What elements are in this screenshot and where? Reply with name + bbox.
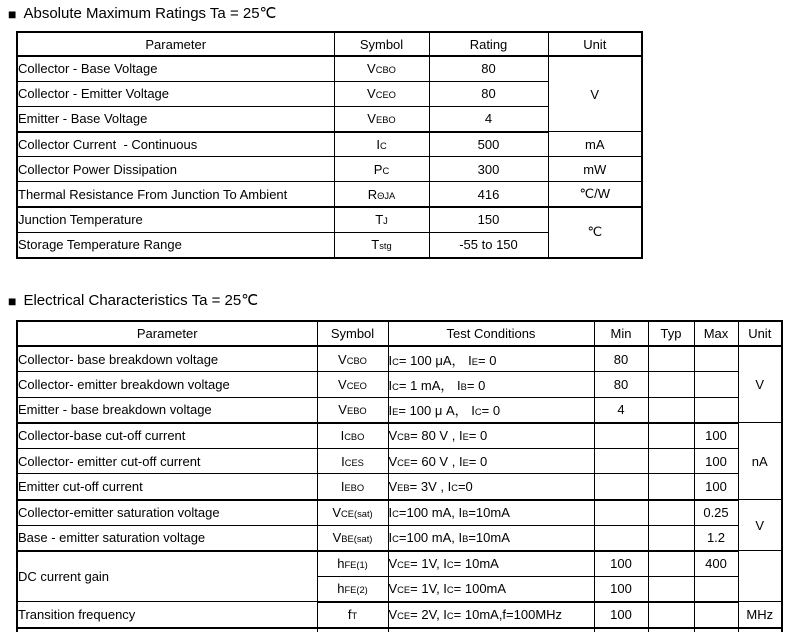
table-row (17, 132, 642, 157)
parameter-cell: Collector - Base Voltage (17, 56, 334, 81)
test-conditions-cell: IE= 100 μ A， IC= 0 (388, 397, 594, 423)
section-title-text: Electrical Characteristics Ta = 25℃ (23, 292, 259, 309)
table-row (17, 346, 782, 372)
max-cell (694, 346, 738, 372)
typ-cell (648, 474, 694, 500)
min-cell (594, 474, 648, 500)
unit-cell: V (548, 56, 642, 132)
symbol-cell: VEBO (334, 106, 429, 131)
test-conditions-cell: IC= 100 μA， IE= 0 (388, 346, 594, 372)
test-conditions-cell: IC=100 mA, IB=10mA (388, 525, 594, 551)
max-cell: 1.2 (694, 525, 738, 551)
rating-cell: 4 (429, 106, 548, 131)
symbol-cell: fT (317, 602, 388, 628)
typ-cell (648, 551, 694, 577)
table-row (17, 207, 642, 232)
rating-cell: -55 to 150 (429, 232, 548, 257)
absolute-maximum-ratings-table (16, 31, 643, 259)
max-cell: 100 (694, 448, 738, 474)
symbol-cell: hFE(2) (317, 576, 388, 602)
table-row (17, 157, 642, 182)
column-header-parameter: Parameter (17, 321, 317, 346)
column-header-unit: Unit (738, 321, 782, 346)
column-header-test-conditions: Test Conditions (388, 321, 594, 346)
typ-cell (648, 576, 694, 602)
min-cell (594, 448, 648, 474)
square-bullet-icon: ■ (8, 293, 17, 309)
section-title-absolute-maximum-ratings (8, 5, 276, 23)
symbol-cell: Tstg (334, 232, 429, 257)
parameter-cell: DC current gain (17, 551, 317, 602)
table-row (17, 56, 642, 81)
electrical-characteristics-table (16, 320, 783, 632)
symbol-cell: ICES (317, 448, 388, 474)
parameter-cell: Thermal Resistance From Junction To Ambient (17, 182, 334, 207)
typ-cell (648, 397, 694, 423)
column-header-unit: Unit (548, 32, 642, 56)
symbol-cell: hFE(1) (317, 551, 388, 577)
max-cell (694, 628, 738, 632)
table-row (17, 397, 782, 423)
min-cell: 80 (594, 372, 648, 398)
typ-cell (648, 423, 694, 449)
unit-cell (738, 628, 782, 632)
test-conditions-cell: VCE= 60 V , IE= 0 (388, 448, 594, 474)
min-cell (594, 628, 648, 632)
max-cell (694, 372, 738, 398)
parameter-cell: Emitter - base breakdown voltage (17, 397, 317, 423)
parameter-cell: Storage Temperature Range (17, 232, 334, 257)
symbol-cell: PC (334, 157, 429, 182)
min-cell: 100 (594, 602, 648, 628)
max-cell: 0.25 (694, 500, 738, 526)
table-row (17, 182, 642, 207)
parameter-cell: Collector- emitter cut-off current (17, 448, 317, 474)
typ-cell (648, 448, 694, 474)
test-conditions-cell: IC= 1 mA， IB= 0 (388, 372, 594, 398)
symbol-cell: VEBO (317, 397, 388, 423)
section-title-electrical-characteristics (8, 292, 258, 310)
table-row (17, 602, 782, 628)
parameter-cell: Junction Temperature (17, 207, 334, 232)
unit-cell: mA (548, 132, 642, 157)
typ-cell (648, 372, 694, 398)
symbol-cell: VCBO (317, 346, 388, 372)
table-row (17, 551, 782, 577)
typ-cell (648, 525, 694, 551)
min-cell (594, 500, 648, 526)
section-title-text: Absolute Maximum Ratings Ta = 25℃ (23, 5, 277, 22)
parameter-cell: Collector Power Dissipation (17, 157, 334, 182)
symbol-cell (317, 628, 388, 632)
min-cell: 80 (594, 346, 648, 372)
parameter-cell: Collector Current - Continuous (17, 132, 334, 157)
test-conditions-cell: VCE= 2V, IC= 10mA,f=100MHz (388, 602, 594, 628)
symbol-cell: VCEO (334, 81, 429, 106)
column-header-rating: Rating (429, 32, 548, 56)
parameter-cell: Collector - Emitter Voltage (17, 81, 334, 106)
min-cell: 100 (594, 576, 648, 602)
max-cell: 400 (694, 551, 738, 577)
table-row (17, 474, 782, 500)
table-header-row (17, 32, 642, 56)
symbol-cell: IEBO (317, 474, 388, 500)
table-row (17, 372, 782, 398)
parameter-cell: Base - emitter saturation voltage (17, 525, 317, 551)
table-header-row (17, 321, 782, 346)
unit-cell: V (738, 500, 782, 551)
max-cell: 100 (694, 474, 738, 500)
table-row-partial (17, 628, 782, 632)
max-cell: 100 (694, 423, 738, 449)
typ-cell (648, 602, 694, 628)
symbol-cell: RΘJA (334, 182, 429, 207)
test-conditions-cell: VCE= 1V, IC= 100mA (388, 576, 594, 602)
max-cell (694, 397, 738, 423)
rating-cell: 416 (429, 182, 548, 207)
test-conditions-cell (388, 628, 594, 632)
unit-cell: mW (548, 157, 642, 182)
unit-cell: ℃/W (548, 182, 642, 207)
column-header-symbol: Symbol (317, 321, 388, 346)
typ-cell (648, 500, 694, 526)
rating-cell: 80 (429, 81, 548, 106)
unit-cell: ℃ (548, 207, 642, 257)
parameter-cell: Collector-emitter saturation voltage (17, 500, 317, 526)
symbol-cell: IC (334, 132, 429, 157)
square-bullet-icon: ■ (8, 6, 17, 22)
unit-cell: nA (738, 423, 782, 500)
test-conditions-cell: VCB= 80 V , IE= 0 (388, 423, 594, 449)
column-header-parameter: Parameter (17, 32, 334, 56)
parameter-cell (17, 628, 317, 632)
min-cell (594, 525, 648, 551)
rating-cell: 500 (429, 132, 548, 157)
rating-cell: 80 (429, 56, 548, 81)
table-row (17, 448, 782, 474)
symbol-cell: VCEO (317, 372, 388, 398)
parameter-cell: Collector- emitter breakdown voltage (17, 372, 317, 398)
typ-cell (648, 346, 694, 372)
unit-cell (738, 551, 782, 602)
rating-cell: 300 (429, 157, 548, 182)
min-cell: 4 (594, 397, 648, 423)
parameter-cell: Collector-base cut-off current (17, 423, 317, 449)
test-conditions-cell: VEB= 3V , IC=0 (388, 474, 594, 500)
max-cell (694, 602, 738, 628)
unit-cell: V (738, 346, 782, 423)
test-conditions-cell: VCE= 1V, IC= 10mA (388, 551, 594, 577)
test-conditions-cell: IC=100 mA, IB=10mA (388, 500, 594, 526)
parameter-cell: Collector- base breakdown voltage (17, 346, 317, 372)
table-row (17, 525, 782, 551)
column-header-symbol: Symbol (334, 32, 429, 56)
symbol-cell: VCE(sat) (317, 500, 388, 526)
symbol-cell: ICBO (317, 423, 388, 449)
symbol-cell: VBE(sat) (317, 525, 388, 551)
max-cell (694, 576, 738, 602)
symbol-cell: TJ (334, 207, 429, 232)
table-row (17, 423, 782, 449)
parameter-cell: Emitter cut-off current (17, 474, 317, 500)
typ-cell (648, 628, 694, 632)
column-header-typ: Typ (648, 321, 694, 346)
min-cell: 100 (594, 551, 648, 577)
rating-cell: 150 (429, 207, 548, 232)
parameter-cell: Transition frequency (17, 602, 317, 628)
column-header-max: Max (694, 321, 738, 346)
min-cell (594, 423, 648, 449)
unit-cell: MHz (738, 602, 782, 628)
table-row (17, 500, 782, 526)
column-header-min: Min (594, 321, 648, 346)
parameter-cell: Emitter - Base Voltage (17, 106, 334, 131)
symbol-cell: VCBO (334, 56, 429, 81)
